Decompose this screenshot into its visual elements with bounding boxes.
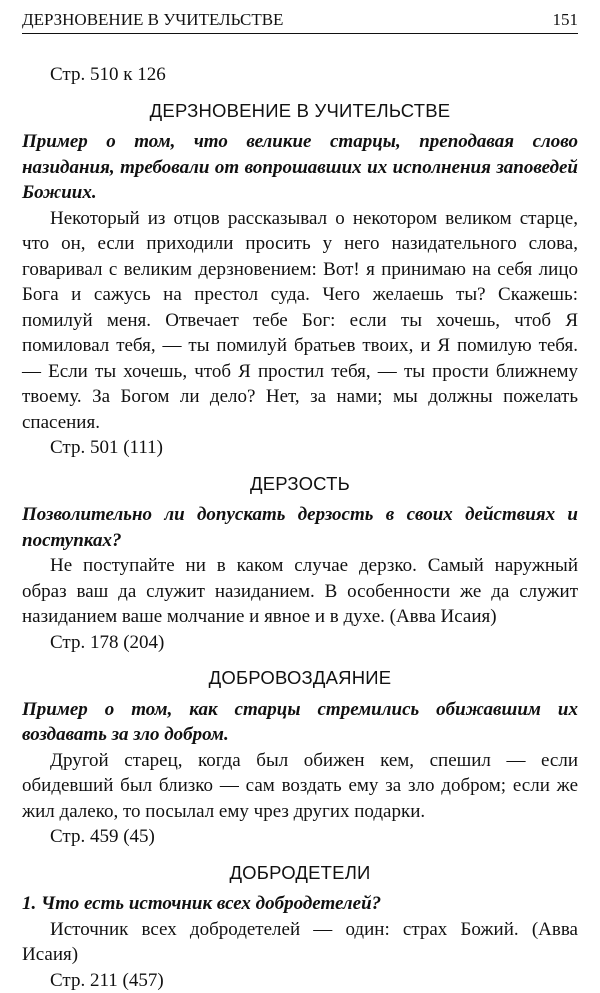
section-reference: Стр. 178 (204) bbox=[22, 630, 578, 656]
running-head bbox=[22, 6, 578, 34]
section-dobrovozdayanie bbox=[22, 665, 578, 850]
section-heading: ДЕРЗОСТЬ bbox=[22, 471, 578, 497]
section-reference: Стр. 501 (111) bbox=[22, 435, 578, 461]
section-question: 1. Что есть источник всех добродетелей? bbox=[22, 891, 578, 917]
section-text: Не поступайте ни в каком случае дерзко. Самый наружный образ ваш да служит назиданием. В особенности же да служит назиданием ваше молчание и явное и в духе. (Авва Исаия) bbox=[22, 553, 578, 630]
section-question: Пример о том, что великие старцы, преподавая слово назидания, требовали от вопрошавших их исполнения заповедей Божиих. bbox=[22, 129, 578, 206]
section-derzost bbox=[22, 471, 578, 656]
section-heading: ДОБРОВОЗДАЯНИЕ bbox=[22, 665, 578, 691]
section-text: Источник всех добродетелей — один: страх Божий. (Авва Исаия) bbox=[22, 917, 578, 968]
page-number: 151 bbox=[553, 10, 579, 30]
section-question: Позволительно ли допускать дерзость в своих действиях и поступках? bbox=[22, 502, 578, 553]
section-question: Пример о том, как старцы стремились обижавшим их воздавать за зло добром. bbox=[22, 697, 578, 748]
section-heading: ДОБРОДЕТЕЛИ bbox=[22, 860, 578, 886]
running-head-title: ДЕРЗНОВЕНИЕ В УЧИТЕЛЬСТВЕ bbox=[22, 10, 283, 30]
page-content bbox=[22, 62, 578, 993]
section-text: Другой старец, когда был обижен кем, спешил — если обидевший был близко — сам воздать ему за зло добром; если же жил далеко, то посылал ему чрез других подарки. bbox=[22, 748, 578, 825]
section-derznovenie bbox=[22, 98, 578, 461]
section-reference: Стр. 211 (457) bbox=[22, 968, 578, 993]
section-reference: Стр. 459 (45) bbox=[22, 824, 578, 850]
section-text: Некоторый из отцов рассказывал о некотором великом старце, что он, если приходили просить у него назидательного слова, говаривал с великим дерзновением: Вот! я принимаю на себя лицо Бога и сажусь на престол суда. Чего желаешь ты? Скажешь: помилуй меня. Отвечает тебе Бог: если ты хочешь, чтоб Я помиловал тебя, — ты помилуй братьев твоих, и Я помилую тебя. — Если ты хочешь, чтоб Я простил тебя, — ты прости ближнему твоему. За Богом ли дело? Нет, за нами; мы должны пожелать спасения. bbox=[22, 206, 578, 436]
top-reference: Стр. 510 к 126 bbox=[22, 62, 578, 88]
section-heading: ДЕРЗНОВЕНИЕ В УЧИТЕЛЬСТВЕ bbox=[22, 98, 578, 124]
section-dobrodeteli bbox=[22, 860, 578, 993]
